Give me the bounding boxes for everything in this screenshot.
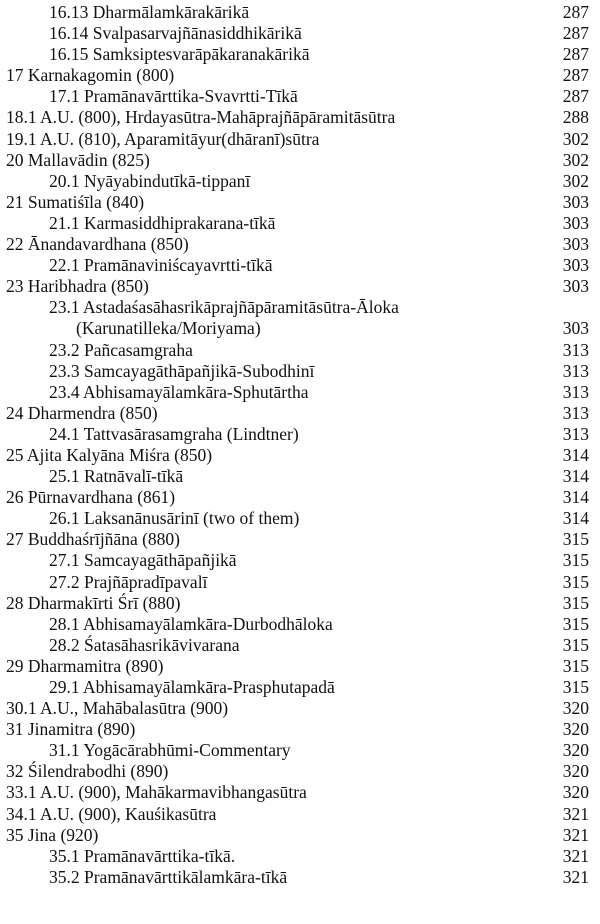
- toc-entry-title-text: 18.1 A.U. (800), Hrdayasūtra-Mahāprajñāpāramitāsūtra: [6, 107, 396, 128]
- toc-entry-title: [49, 213, 275, 234]
- toc-entry: [0, 403, 600, 424]
- toc-entry-page-number: 315: [562, 550, 589, 571]
- toc-entry-title-text: 27 Buddhaśrījñāna (880): [6, 529, 180, 550]
- toc-entry-title-text: 32 Śilendrabodhi (890): [6, 761, 169, 782]
- toc-entry: [0, 297, 600, 339]
- toc-entry: [0, 255, 600, 276]
- toc-entry-title: [49, 340, 193, 361]
- toc-entry-title: [49, 466, 183, 487]
- toc-entry: [0, 276, 600, 297]
- toc-entry: [0, 466, 600, 487]
- toc-entry-page-number: 320: [562, 761, 589, 782]
- toc-entry: [0, 804, 600, 825]
- toc-entry-title-text: 17.1 Pramānavārttika-Svavrtti-Tīkā: [49, 86, 298, 107]
- toc-entry-title: [6, 129, 319, 150]
- toc-entry-title-text: 26.1 Laksanānusārinī (two of them): [49, 508, 300, 529]
- toc-entry-title: [49, 677, 335, 698]
- toc-entry-title-text: 23.2 Pañcasamgraha: [49, 339, 193, 360]
- toc-entry-title: [49, 86, 298, 107]
- toc-entry-title: [49, 382, 309, 403]
- toc-entry-page-number: 315: [562, 634, 589, 655]
- toc-entry-page-number: 313: [562, 339, 589, 360]
- toc-entry-title: [6, 698, 228, 719]
- toc-entry: [0, 424, 600, 445]
- toc-entry-page-number: 303: [562, 318, 589, 339]
- toc-entry-page-number: 314: [562, 487, 589, 508]
- toc-entry-title: [49, 171, 250, 192]
- toc-entry: [0, 529, 600, 550]
- toc-entry-page-number: 288: [562, 107, 589, 128]
- toc-entry-title-text: 19.1 A.U. (810), Aparamitāyur(dhāranī)sūtra: [6, 128, 320, 149]
- toc-entry-title-text: 28.1 Abhisamayālamkāra-Durbodhāloka: [49, 613, 333, 634]
- toc-entry: [0, 129, 600, 150]
- toc-entry: [0, 86, 600, 107]
- toc-entry-title: [49, 867, 287, 888]
- toc-entry-page-number: 287: [562, 44, 589, 65]
- toc-entry-page-number: 313: [562, 360, 589, 381]
- toc-entry-page-number: 303: [562, 212, 589, 233]
- toc-entry-title: [6, 719, 135, 740]
- toc-entry-title: [6, 804, 216, 825]
- toc-entry-title-text: 23.3 Samcayagāthāpañjikā-Subodhinī: [49, 360, 315, 381]
- toc-entry-title-text: 35 Jina (920): [6, 824, 99, 845]
- toc-entry-title: [6, 529, 180, 550]
- toc-entry-page-number: 287: [562, 2, 589, 22]
- toc-entry-page-number: 303: [562, 276, 589, 297]
- toc-entry-title-text: 33.1 A.U. (900), Mahākarmavibhangasūtra: [6, 782, 307, 803]
- toc-entry-page-number: 315: [562, 613, 589, 634]
- toc-entry-title: [6, 593, 180, 614]
- toc-entry-page-number: 321: [562, 803, 589, 824]
- toc-entry-title-text: 22.1 Pramānaviniścayavrtti-tīkā: [49, 255, 273, 276]
- toc-entry: [0, 719, 600, 740]
- toc-entry-title-text: 16.13 Dharmālamkārakārikā: [49, 2, 250, 22]
- toc-entry: [0, 656, 600, 677]
- toc-entry: [0, 846, 600, 867]
- toc-entry: [0, 740, 600, 761]
- toc-entry: [0, 382, 600, 403]
- toc-entry-page-number: 315: [562, 592, 589, 613]
- toc-entry-title: [49, 635, 239, 656]
- toc-entry-page-number: 315: [562, 529, 589, 550]
- toc-entry-page-number: 302: [562, 149, 589, 170]
- toc-entry: [0, 593, 600, 614]
- toc-entry-title: [6, 276, 149, 297]
- toc-entry-title-text: 17 Karnakagomin (800): [6, 65, 175, 86]
- toc-entry-page-number: 314: [562, 466, 589, 487]
- toc-entry-page-number: 314: [562, 444, 589, 465]
- toc-entry-title-text: 34.1 A.U. (900), Kauśikasūtra: [6, 803, 217, 824]
- toc-entry-title: [49, 361, 314, 382]
- toc-entry-title-text: 29 Dharmamitra (890): [6, 655, 164, 676]
- toc-entry-title-text: 21.1 Karmasiddhiprakarana-tīkā: [49, 212, 276, 233]
- toc-entry-page-number: 287: [562, 23, 589, 44]
- toc-entry-title: [49, 740, 291, 761]
- toc-entry-title: [6, 150, 150, 171]
- toc-entry: [0, 107, 600, 128]
- toc-entry-title: [49, 2, 249, 23]
- toc-entry: [0, 677, 600, 698]
- toc-entry-title-text: 16.14 Svalpasarvajñānasiddhikārikā: [49, 23, 302, 44]
- toc-entry: [0, 508, 600, 529]
- toc-entry-title: [49, 424, 299, 445]
- toc-entry-page-number: 320: [562, 698, 589, 719]
- toc-entry-page-number: 287: [562, 65, 589, 86]
- toc-entry-title-text: 21 Sumatiśīla (840): [6, 191, 145, 212]
- toc-entry: [0, 550, 600, 571]
- toc-entry-title: [49, 614, 333, 635]
- toc-entry-title: [49, 550, 237, 571]
- toc-entry-page-number: 313: [562, 423, 589, 444]
- toc-entry-page-number: 315: [562, 655, 589, 676]
- toc-entry-title: [49, 572, 207, 593]
- toc-entry-title: [49, 44, 309, 65]
- toc-entry-page-number: 315: [562, 571, 589, 592]
- toc-entry-title-text: 23.4 Abhisamayālamkāra-Sphutārtha: [49, 381, 309, 402]
- toc-entry-title-text: 27.2 Prajñāpradīpavalī: [49, 571, 208, 592]
- toc-entry-title-continuation: (Karunatilleka/Moriyama): [76, 318, 261, 339]
- toc-entry: [0, 192, 600, 213]
- toc-entry-title-text: 30.1 A.U., Mahābalasūtra (900): [6, 698, 229, 719]
- toc-entry-title-text: 35.1 Pramānavārttika-tīkā.: [49, 845, 236, 866]
- toc-entry-page-number: 303: [562, 234, 589, 255]
- toc-entry-title: [49, 297, 549, 339]
- toc-entry-page-number: 302: [562, 128, 589, 149]
- toc-entry-title: [6, 782, 307, 803]
- toc-entry-title-text: 23.1 Astadaśasāhasrikāprajñāpāramitāsūtra-Āloka: [49, 297, 399, 318]
- toc-entry: [0, 825, 600, 846]
- toc-entry: [0, 23, 600, 44]
- toc-entry-page-number: 314: [562, 508, 589, 529]
- toc-entry-title-text: 31 Jinamitra (890): [6, 719, 136, 740]
- toc-entry-page-number: 321: [562, 866, 589, 887]
- toc-entry: [0, 2, 600, 23]
- toc-entry-title: [49, 508, 299, 529]
- toc-entry-page-number: 321: [562, 845, 589, 866]
- toc-entry-title-text: 29.1 Abhisamayālamkāra-Prasphutapadā: [49, 677, 335, 697]
- toc-entry-page-number: 287: [562, 86, 589, 107]
- toc-entry: [0, 340, 600, 361]
- toc-entry-page-number: 320: [562, 719, 589, 740]
- toc-entry-title-text: 28 Dharmakīrti Śrī (880): [6, 592, 181, 613]
- toc-entry: [0, 234, 600, 255]
- toc-entry-page-number: 315: [562, 677, 589, 697]
- toc-entry: [0, 44, 600, 65]
- toc-entry-title: [6, 656, 163, 677]
- toc-entry-title-text: 20.1 Nyāyabindutīkā-tippanī: [49, 170, 251, 191]
- toc-entry: [0, 782, 600, 803]
- toc-entry-title-text: 24.1 Tattvasārasamgraha (Lindtner): [49, 423, 299, 444]
- toc-entry-page-number: 313: [562, 381, 589, 402]
- toc-entry: [0, 171, 600, 192]
- toc-entry: [0, 572, 600, 593]
- toc-entry: [0, 445, 600, 466]
- toc-entry: [0, 487, 600, 508]
- toc-entry-page-number: 303: [562, 191, 589, 212]
- toc-entry-title-text: 16.15 Samksiptesvarāpākaranakārikā: [49, 44, 310, 65]
- toc-entry-page-number: 320: [562, 782, 589, 803]
- toc-entry: [0, 867, 600, 888]
- toc-entry-title: [6, 234, 189, 255]
- toc-entry-title-text: 27.1 Samcayagāthāpañjikā: [49, 550, 237, 571]
- toc-entry-title: [6, 192, 144, 213]
- toc-entry: [0, 635, 600, 656]
- toc-entry: [0, 361, 600, 382]
- toc-entry-title-text: 26 Pūrnavardhana (861): [6, 487, 176, 508]
- toc-entry-page-number: 320: [562, 740, 589, 761]
- toc-entry: [0, 761, 600, 782]
- toc-entry-title-text: 20 Mallavādin (825): [6, 149, 150, 170]
- toc-entry-title: [49, 255, 273, 276]
- toc-entry: [0, 614, 600, 635]
- toc-entry-title: [6, 403, 158, 424]
- toc-entry-page-number: 321: [562, 824, 589, 845]
- toc-entry-page-number: 303: [562, 255, 589, 276]
- toc-entry-title: [6, 761, 168, 782]
- toc-entry-title-text: 25 Ajita Kalyāna Miśra (850): [6, 444, 213, 465]
- toc-entry-title: [6, 445, 212, 466]
- toc-entry-title-text: 24 Dharmendra (850): [6, 402, 158, 423]
- toc-entry-page-number: 302: [562, 170, 589, 191]
- toc-entry-title-text: 28.2 Śatasāhasrikāvivarana: [49, 634, 240, 655]
- toc-entry: [0, 213, 600, 234]
- toc-entry-title-text: 31.1 Yogācārabhūmi-Commentary: [49, 740, 291, 761]
- toc-entry-title: [6, 107, 395, 128]
- toc-entry-title-text: 23 Haribhadra (850): [6, 276, 149, 297]
- toc-page: [0, 2, 600, 888]
- toc-entry-title: [49, 23, 302, 44]
- toc-entry-title: [6, 487, 175, 508]
- toc-entry-page-number: 313: [562, 402, 589, 423]
- toc-entry: [0, 150, 600, 171]
- toc-entry-title-text: 35.2 Pramānavārttikālamkāra-tīkā: [49, 866, 288, 887]
- toc-entry-title-text: 25.1 Ratnāvalī-tīkā: [49, 466, 184, 487]
- toc-entry-title-text: 22 Ānandavardhana (850): [6, 234, 189, 255]
- toc-entry-title: [6, 65, 174, 86]
- toc-entry: [0, 698, 600, 719]
- toc-entry-title: [6, 825, 98, 846]
- toc-entry: [0, 65, 600, 86]
- toc-entry-title: [49, 846, 235, 867]
